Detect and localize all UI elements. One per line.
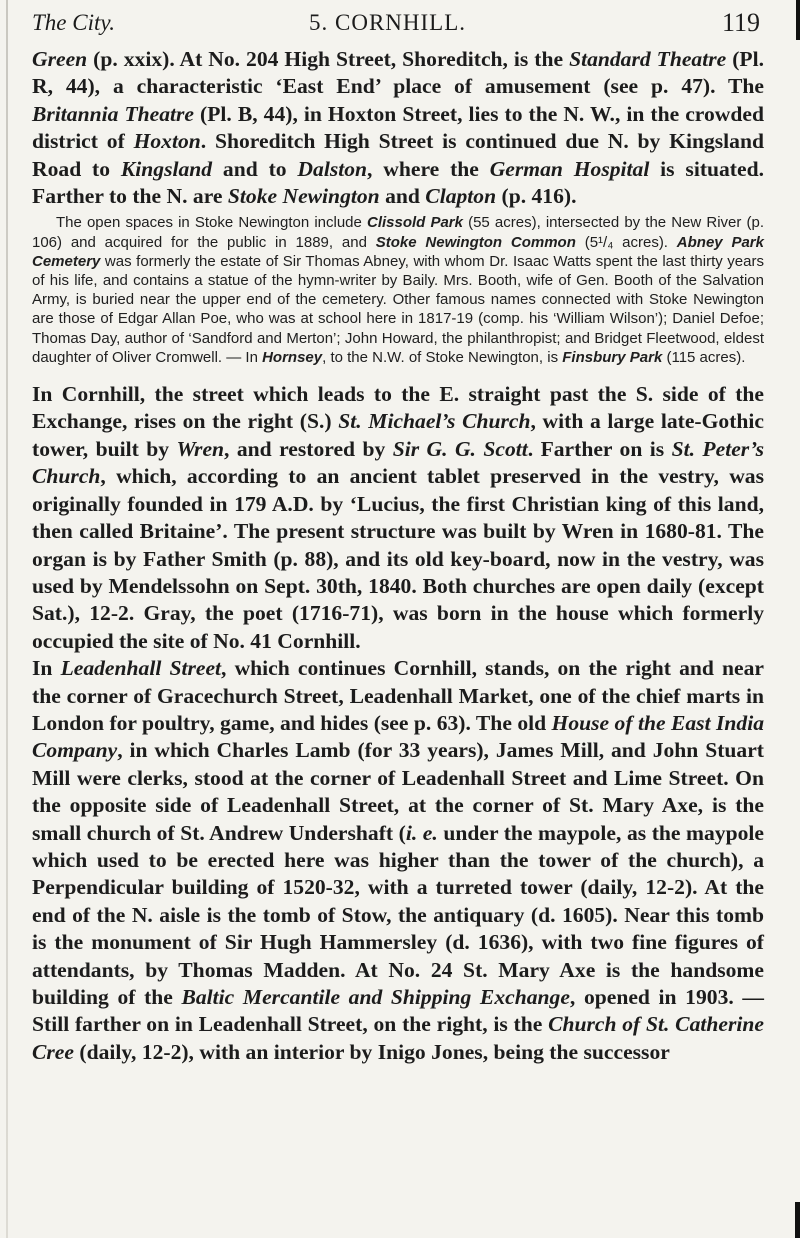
italic-text: Wren (176, 436, 225, 461)
header-chapter-title: 5. CORNHILL. (309, 10, 467, 35)
text-run: , one of the chief marts in London for poultry, game, and hides (see p. 63). The old (32, 683, 765, 735)
italic-text: Hoxton (133, 129, 201, 154)
italic-text: Baltic Mercantile and Shipping Exchange (181, 985, 570, 1009)
text-run: ( (393, 820, 406, 845)
italic-text: Dalston (297, 156, 368, 181)
page-number: 119 (721, 8, 760, 37)
paragraph-cornhill (32, 381, 764, 655)
italic-text: Clapton (425, 184, 497, 209)
text-run: . Shoreditch High Street is continued due N. by Kingsland Road to (32, 129, 764, 181)
text-run: In (32, 382, 62, 407)
italic-text: House of the East India Company (32, 710, 764, 763)
text-run: (p. 416). (496, 184, 577, 209)
scan-edge-bottom-right (786, 1202, 800, 1238)
italic-text: Green (32, 47, 88, 71)
heading-term: Leadenhall Market (349, 683, 529, 708)
italic-text: German Hospital (489, 156, 650, 181)
text-run: , the street which leads to the E. straight past the S. side of the Exchange, rises on the right (S.) (32, 382, 765, 434)
italic-text: Stoke Newington (227, 184, 380, 209)
page-body (32, 46, 764, 1066)
italic-text: Kingsland (120, 156, 213, 181)
text-run: (Pl. B, 44), in Hoxton Street, lies to the N. W., in the crowded district of (32, 101, 764, 154)
text-run: (115 acres). (662, 348, 746, 366)
heading-term: Cornhill (61, 382, 140, 407)
text-run: (daily, 12-2), with an interior by Inigo Jones, being the successor (73, 1039, 670, 1064)
text-run: and (379, 184, 426, 209)
italic-text: Stoke Newington Common (375, 233, 576, 251)
text-run: , where the (367, 156, 490, 181)
text-run: and to (212, 156, 298, 181)
text-run: , opened in 1903. — Still farther on in Leadenhall Street, on the right, is the (32, 985, 764, 1037)
italic-text: Finsbury Park (562, 348, 663, 366)
text-run: (5¹/₄ acres). (575, 233, 677, 251)
running-header (32, 6, 762, 40)
italic-text: Clissold Park (366, 214, 463, 232)
text-run: , to the N.W. of Stoke Newington, is (322, 348, 563, 366)
page-edge-shadow (6, 0, 8, 1238)
scan-edge-top-right (786, 0, 800, 40)
paragraph-leadenhall-street (32, 655, 764, 1066)
paragraph-stoke-newington-note (32, 213, 764, 367)
text-run: (Pl. R, 44), a characteristic ‘East End’ place of amusement (see p. 47). The (32, 47, 764, 99)
text-run: , and restored by (224, 436, 393, 461)
italic-text: St. Peter’s Church (32, 436, 764, 489)
italic-text: Church of St. Catherine Cree (32, 1012, 764, 1064)
text-run: In (32, 656, 61, 681)
text-run: , in which Charles Lamb (for 33 years), James Mill, and John Stuart Mill were clerks, stood at the corner of Leadenhall Street and Lime Street. On the opposite side of Leadenhall Street, at the corner of St. Mary Axe, is the small church of (32, 738, 764, 845)
text-run: , with a large late-Gothic tower, built by (32, 409, 764, 461)
text-run: under the maypole, as the maypole which used to be erected here was higher than the tower of the church), a Perpendicular building of 1520-32, with a turreted tower (daily, 12-2). At the end of the N. aisle is the tomb of Stow, the antiquary (d. 1605). Near this tomb is the monument of Sir Hugh Hammersley (d. 1636), with two fine figures of attendants, by Thomas Madden. At No. 24 St. Mary Axe is the handsome building of the (32, 820, 764, 1009)
text-run: The open spaces in Stoke Newington include (56, 214, 367, 232)
italic-text: Standard Theatre (569, 47, 727, 71)
italic-text: Hornsey (262, 348, 323, 366)
italic-text: Leadenhall Street (60, 656, 222, 681)
heading-term: St. Andrew Undershaft (180, 820, 394, 845)
italic-text: Abney Park Cemetery (32, 233, 764, 270)
paragraph-shoreditch (32, 46, 764, 210)
text-run: (p. xxix). At No. 204 High Street, Shoreditch, is the (87, 47, 570, 71)
header-section-title: The City. (32, 10, 116, 35)
italic-text: Sir G. G. Scott (392, 436, 528, 461)
text-run: , which continues Cornhill, stands, on the right and near the corner of Gracechurch Street, (32, 656, 765, 708)
italic-text: Britannia Theatre (32, 101, 195, 126)
text-run: (55 acres), intersected by the New River (p. 106) and acquired for the public in 1889, and (32, 214, 764, 251)
text-run: is situated. Farther to the N. are (32, 156, 764, 209)
text-run: was formerly the estate of Sir Thomas Abney, with whom Dr. Isaac Watts spent the last thirty years of his life, and contains a statue of the hymn-writer by Baily. Mrs. Booth, wife of Gen. Booth of the Salvation Army, is buried near the upper end of the cemetery. Other famous names connected with Stoke Newington are those of Edgar Allan Poe, who was at school here in 1817-19 (comp. his ‘William Wilson’); Daniel Defoe; Thomas Day, author of ‘Sandford and Merton’; John Howard, the philanthropist; and Bridget Fleetwood, eldest daughter of Oliver Cromwell. — In (32, 252, 764, 366)
text-run: . Farther on is (527, 436, 672, 461)
italic-text: i. e. (405, 820, 438, 845)
italic-text: St. Michael’s Church (338, 409, 531, 434)
text-run: , which, according to an ancient tablet preserved in the vestry, was originally founded in 179 A.D. by ‘Lucius, the first Christian king of this land, then called Britaine’. The present structure was built by Wren in 1680-81. The organ is by Father Smith (p. 88), and its old key-board, now in the vestry, was used by Mendelssohn on Sept. 30th, 1840. Both churches are open daily (except Sat.), 12-2. Gray, the poet (1716-71), was born in the house which formerly occupied the site of No. 41 Cornhill. (32, 464, 764, 653)
